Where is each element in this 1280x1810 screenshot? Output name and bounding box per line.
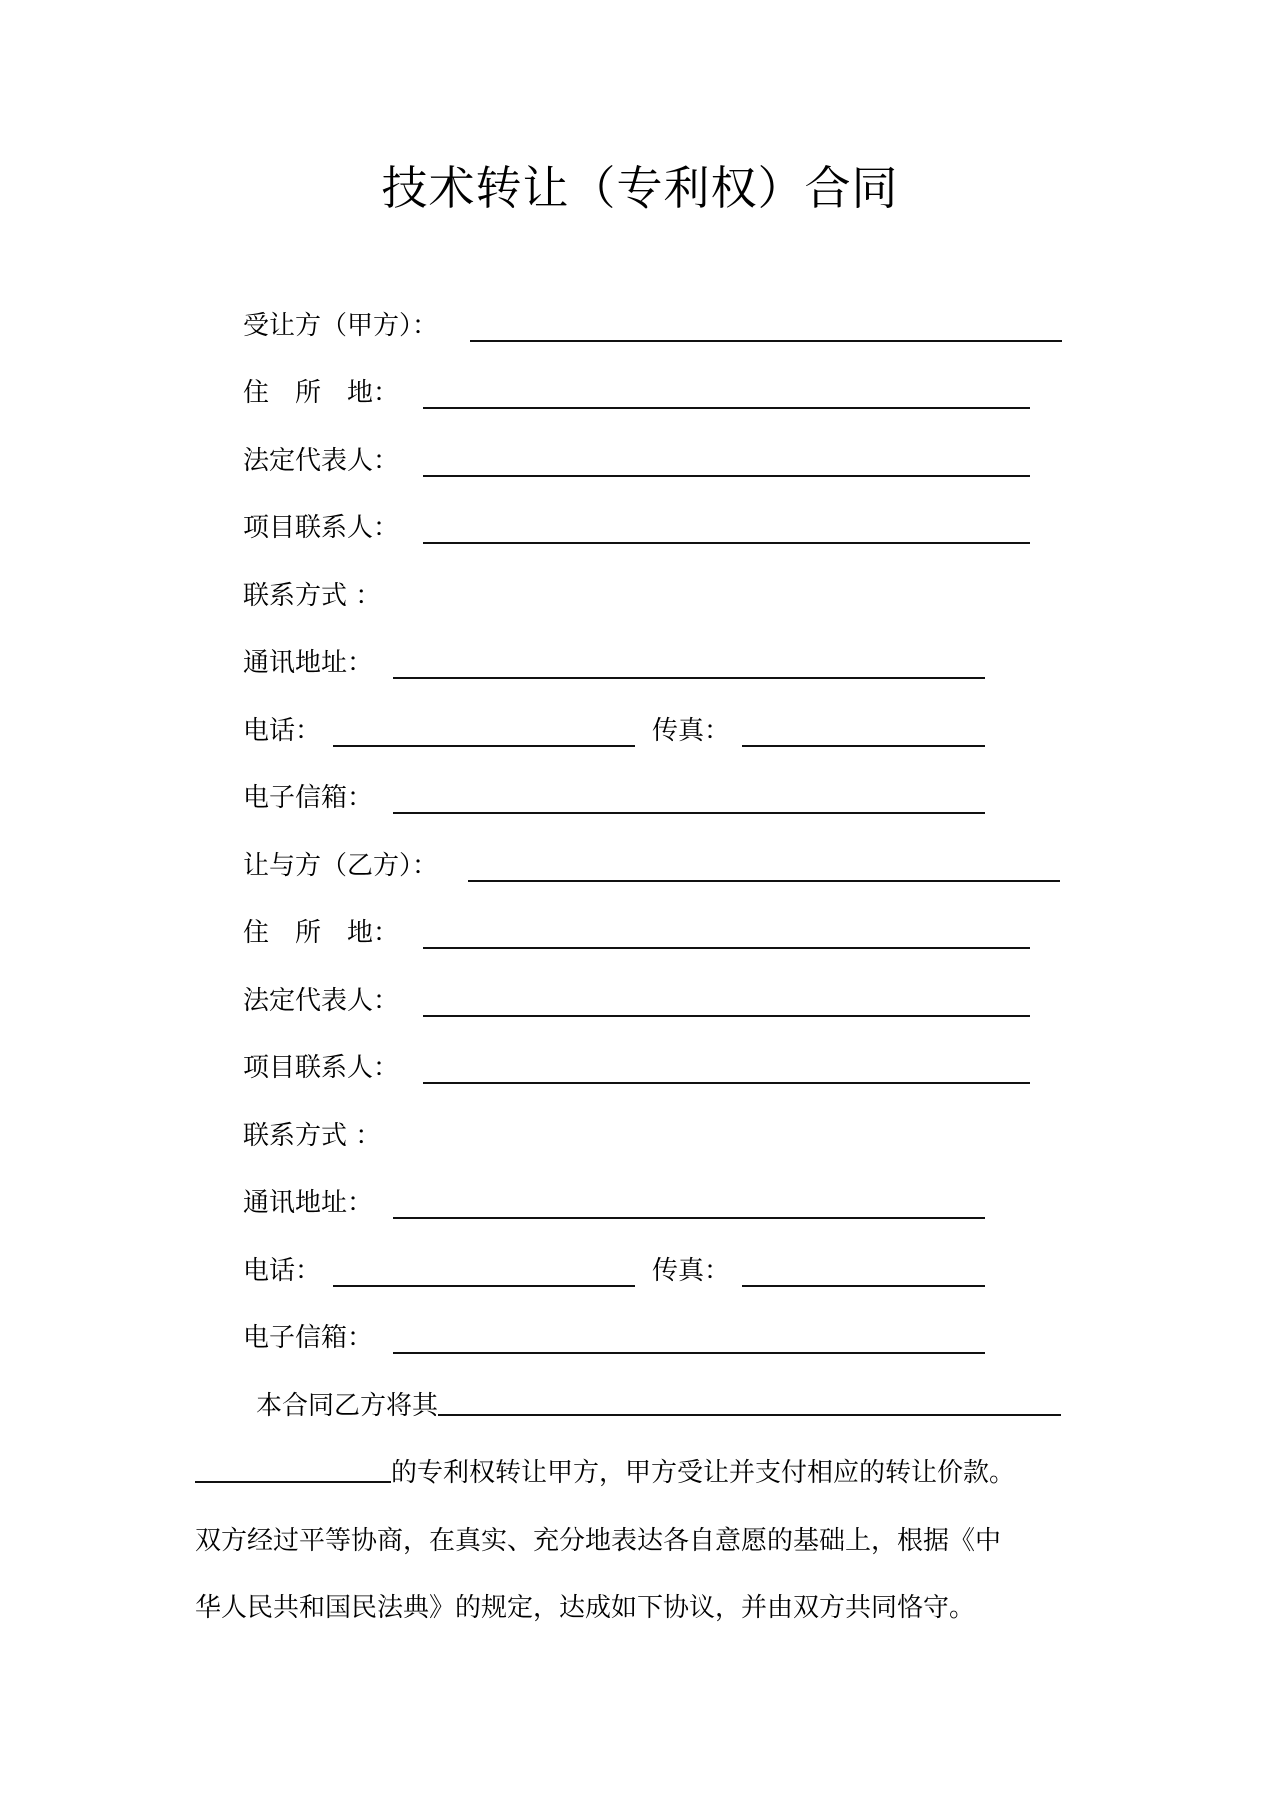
party-a-legal-rep-field[interactable]: [423, 475, 1030, 477]
party-a-mailing-address-field[interactable]: [393, 677, 985, 679]
party-b-mailing-address-label: 通讯地址：: [243, 1188, 374, 1218]
party-a-legal-rep-label: 法定代表人：: [243, 446, 400, 476]
party-a-phone-label: 电话：: [243, 716, 322, 746]
party-b-heading: 让与方（乙方）：: [243, 851, 439, 881]
party-b-phone-label: 电话：: [243, 1256, 322, 1286]
party-a-heading: 受让方（甲方）：: [243, 311, 439, 341]
party-b-phone-field[interactable]: [333, 1285, 635, 1287]
party-b-email-field[interactable]: [393, 1352, 985, 1354]
party-b-address-label: 住 所 地：: [243, 918, 400, 948]
party-b-project-contact-field[interactable]: [423, 1082, 1030, 1084]
party-a-fax-field[interactable]: [742, 745, 985, 747]
contract-title: 技术转让（专利权）合同: [381, 161, 899, 215]
party-a-contact-method-label: 联系方式 ：: [243, 581, 382, 611]
party-a-phone-field[interactable]: [333, 745, 635, 747]
party-b-name-field[interactable]: [468, 880, 1060, 882]
party-a-email-label: 电子信箱：: [243, 783, 374, 813]
party-b-fax-label: 传真：: [652, 1256, 731, 1286]
patent-name-field-continued[interactable]: [195, 1481, 391, 1483]
party-b-address-field[interactable]: [423, 947, 1030, 949]
party-b-phone-fax-row: [243, 1251, 1003, 1291]
party-b-legal-rep-field[interactable]: [423, 1015, 1030, 1017]
party-b-email-label: 电子信箱：: [243, 1323, 374, 1353]
preamble-line-3: 双方经过平等协商，在真实、充分地表达各自意愿的基础上，根据《中: [195, 1526, 1002, 1556]
party-a-fax-label: 传真：: [652, 716, 731, 746]
preamble-line-4: 华人民共和国民法典》的规定，达成如下协议，并由双方共同恪守。: [195, 1593, 976, 1623]
party-a-phone-fax-row: [243, 711, 1003, 751]
party-a-email-field[interactable]: [393, 812, 985, 814]
party-a-address-label: 住 所 地：: [243, 378, 400, 408]
patent-name-field[interactable]: [438, 1414, 1061, 1416]
party-b-project-contact-label: 项目联系人：: [243, 1053, 400, 1083]
preamble-line2-suffix: 的专利权转让甲方，甲方受让并支付相应的转让价款。: [391, 1458, 1016, 1488]
preamble-line1-prefix: 本合同乙方将其: [256, 1391, 439, 1421]
party-b-legal-rep-label: 法定代表人：: [243, 986, 400, 1016]
party-a-name-field[interactable]: [470, 340, 1062, 342]
party-b-fax-field[interactable]: [742, 1285, 985, 1287]
party-a-address-field[interactable]: [423, 407, 1030, 409]
party-a-project-contact-label: 项目联系人：: [243, 513, 400, 543]
party-b-mailing-address-field[interactable]: [393, 1217, 985, 1219]
party-b-contact-method-label: 联系方式 ：: [243, 1121, 382, 1151]
party-a-project-contact-field[interactable]: [423, 542, 1030, 544]
preamble-line-2: [195, 1453, 1015, 1493]
preamble-line-1: [256, 1386, 1061, 1426]
party-a-mailing-address-label: 通讯地址：: [243, 648, 374, 678]
